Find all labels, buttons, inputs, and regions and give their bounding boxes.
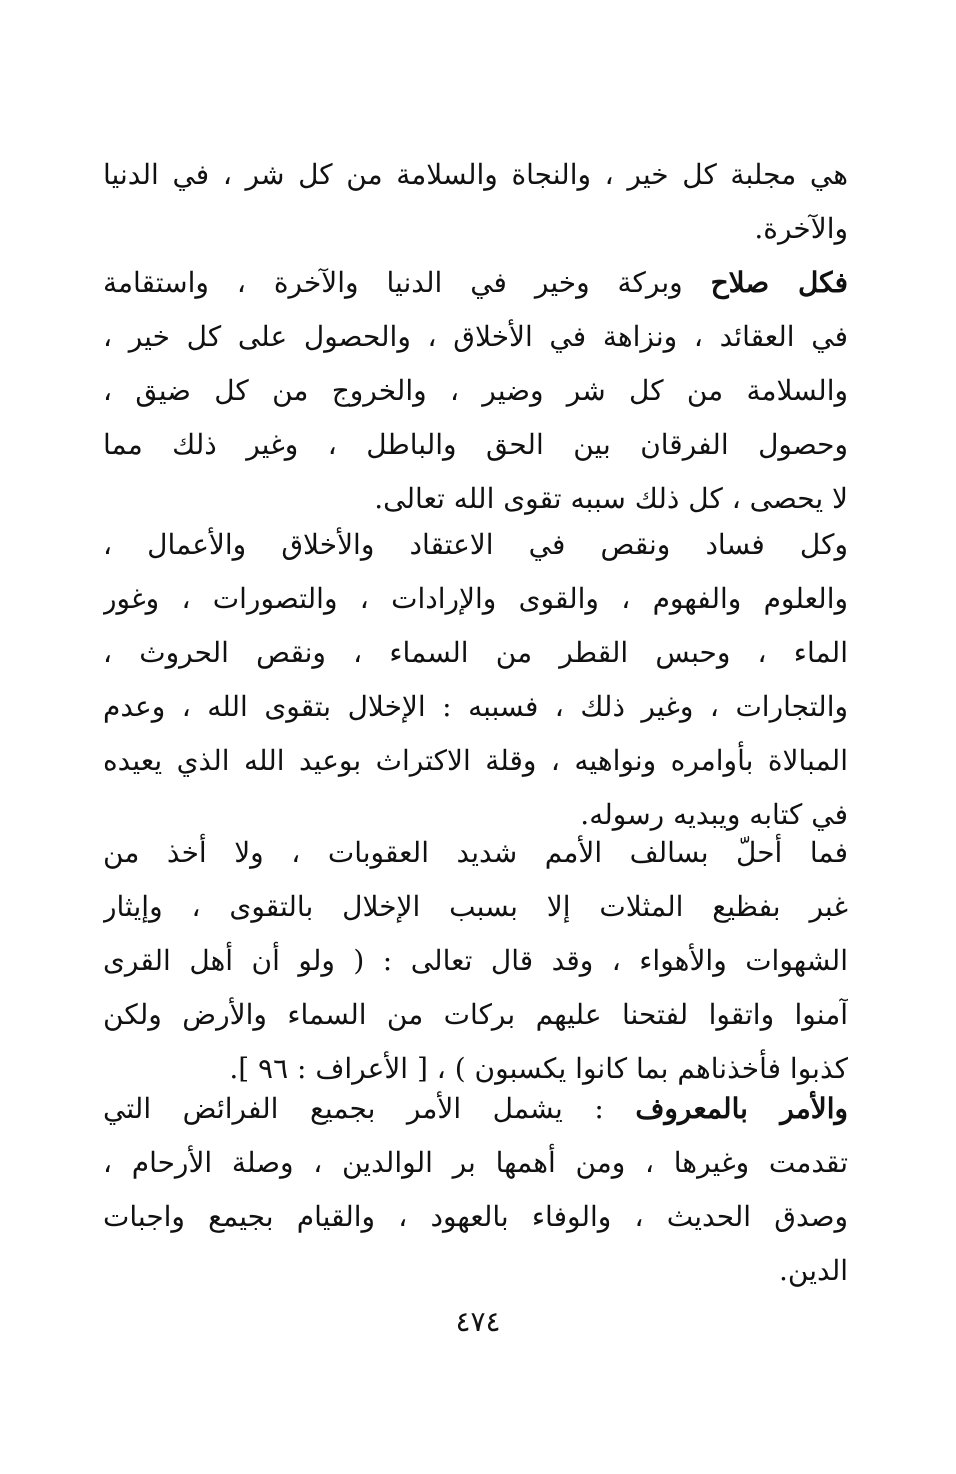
text-line: الدين.	[778, 1254, 848, 1287]
text-fragment: : يشمل الأمر بجميع الفرائض التي	[103, 1092, 636, 1125]
text-line: لا يحصى ، كل ذلك سببه تقوى الله تعالى.	[374, 482, 848, 515]
text-line: فما أحلّ بسالف الأمم شديد العقوبات ، ولا أخذ من	[103, 836, 848, 869]
text-line	[103, 1082, 848, 1136]
text-line: الماء ، وحبس القطر من السماء ، ونقص الحروث ،	[103, 636, 848, 669]
text-line: تقدمت وغيرها ، ومن أهمها بر الوالدين ، وصلة الأرحام ،	[103, 1146, 848, 1179]
text-line: والتجارات ، وغير ذلك ، فسببه : الإخلال بتقوى الله ، وعدم	[103, 690, 848, 723]
text-line: وحصول الفرقان بين الحق والباطل ، وغير ذلك مما	[103, 428, 848, 461]
text-line: والآخرة.	[754, 212, 848, 245]
page-number: ٤٧٤	[455, 1305, 501, 1338]
text-line: في العقائد ، ونزاهة في الأخلاق ، والحصول على كل خير ،	[103, 320, 848, 353]
text-line: هي مجلبة كل خير ، والنجاة والسلامة من كل شر ، في الدنيا	[103, 158, 848, 191]
text-line: والعلوم والفهوم ، والقوى والإرادات ، والتصورات ، وغور	[103, 582, 848, 615]
paragraph-5	[103, 1082, 848, 1298]
text-line: وكل فساد ونقص في الاعتقاد والأخلاق والأعمال ،	[103, 528, 848, 561]
text-line: غبر بفظيع المثلات إلا بسبب الإخلال بالتقوى ، وإيثار	[103, 890, 848, 923]
paragraph-2	[103, 256, 848, 526]
paragraph-4	[103, 826, 848, 1096]
text-line	[103, 256, 848, 310]
text-line: والسلامة من كل شر وضير ، والخروج من كل ضيق ،	[103, 374, 848, 407]
text-line: وصدق الحديث ، والوفاء بالعهود ، والقيام بجيمع واجبات	[103, 1200, 848, 1233]
paragraph-3	[103, 518, 848, 842]
text-fragment: وبركة وخير في الدنيا والآخرة ، واستقامة	[103, 266, 711, 299]
text-line: كذبوا فأخذناهم بما كانوا يكسبون ) ، [ الأعراف : ٩٦ ].	[229, 1052, 848, 1085]
text-line: في كتابه ويبديه رسوله.	[580, 798, 848, 831]
paragraph-1	[103, 148, 848, 256]
bold-lead-phrase: فكل صلاح	[710, 266, 848, 299]
text-line: آمنوا واتقوا لفتحنا عليهم بركات من السماء والأرض ولكن	[103, 998, 848, 1031]
text-line: المبالاة بأوامره ونواهيه ، وقلة الاكتراث بوعيد الله الذي يعيده	[103, 744, 848, 777]
bold-lead-phrase: والأمر بالمعروف	[635, 1092, 848, 1125]
text-line: الشهوات والأهواء ، وقد قال تعالى : ( ولو أن أهل القرى	[103, 944, 848, 977]
